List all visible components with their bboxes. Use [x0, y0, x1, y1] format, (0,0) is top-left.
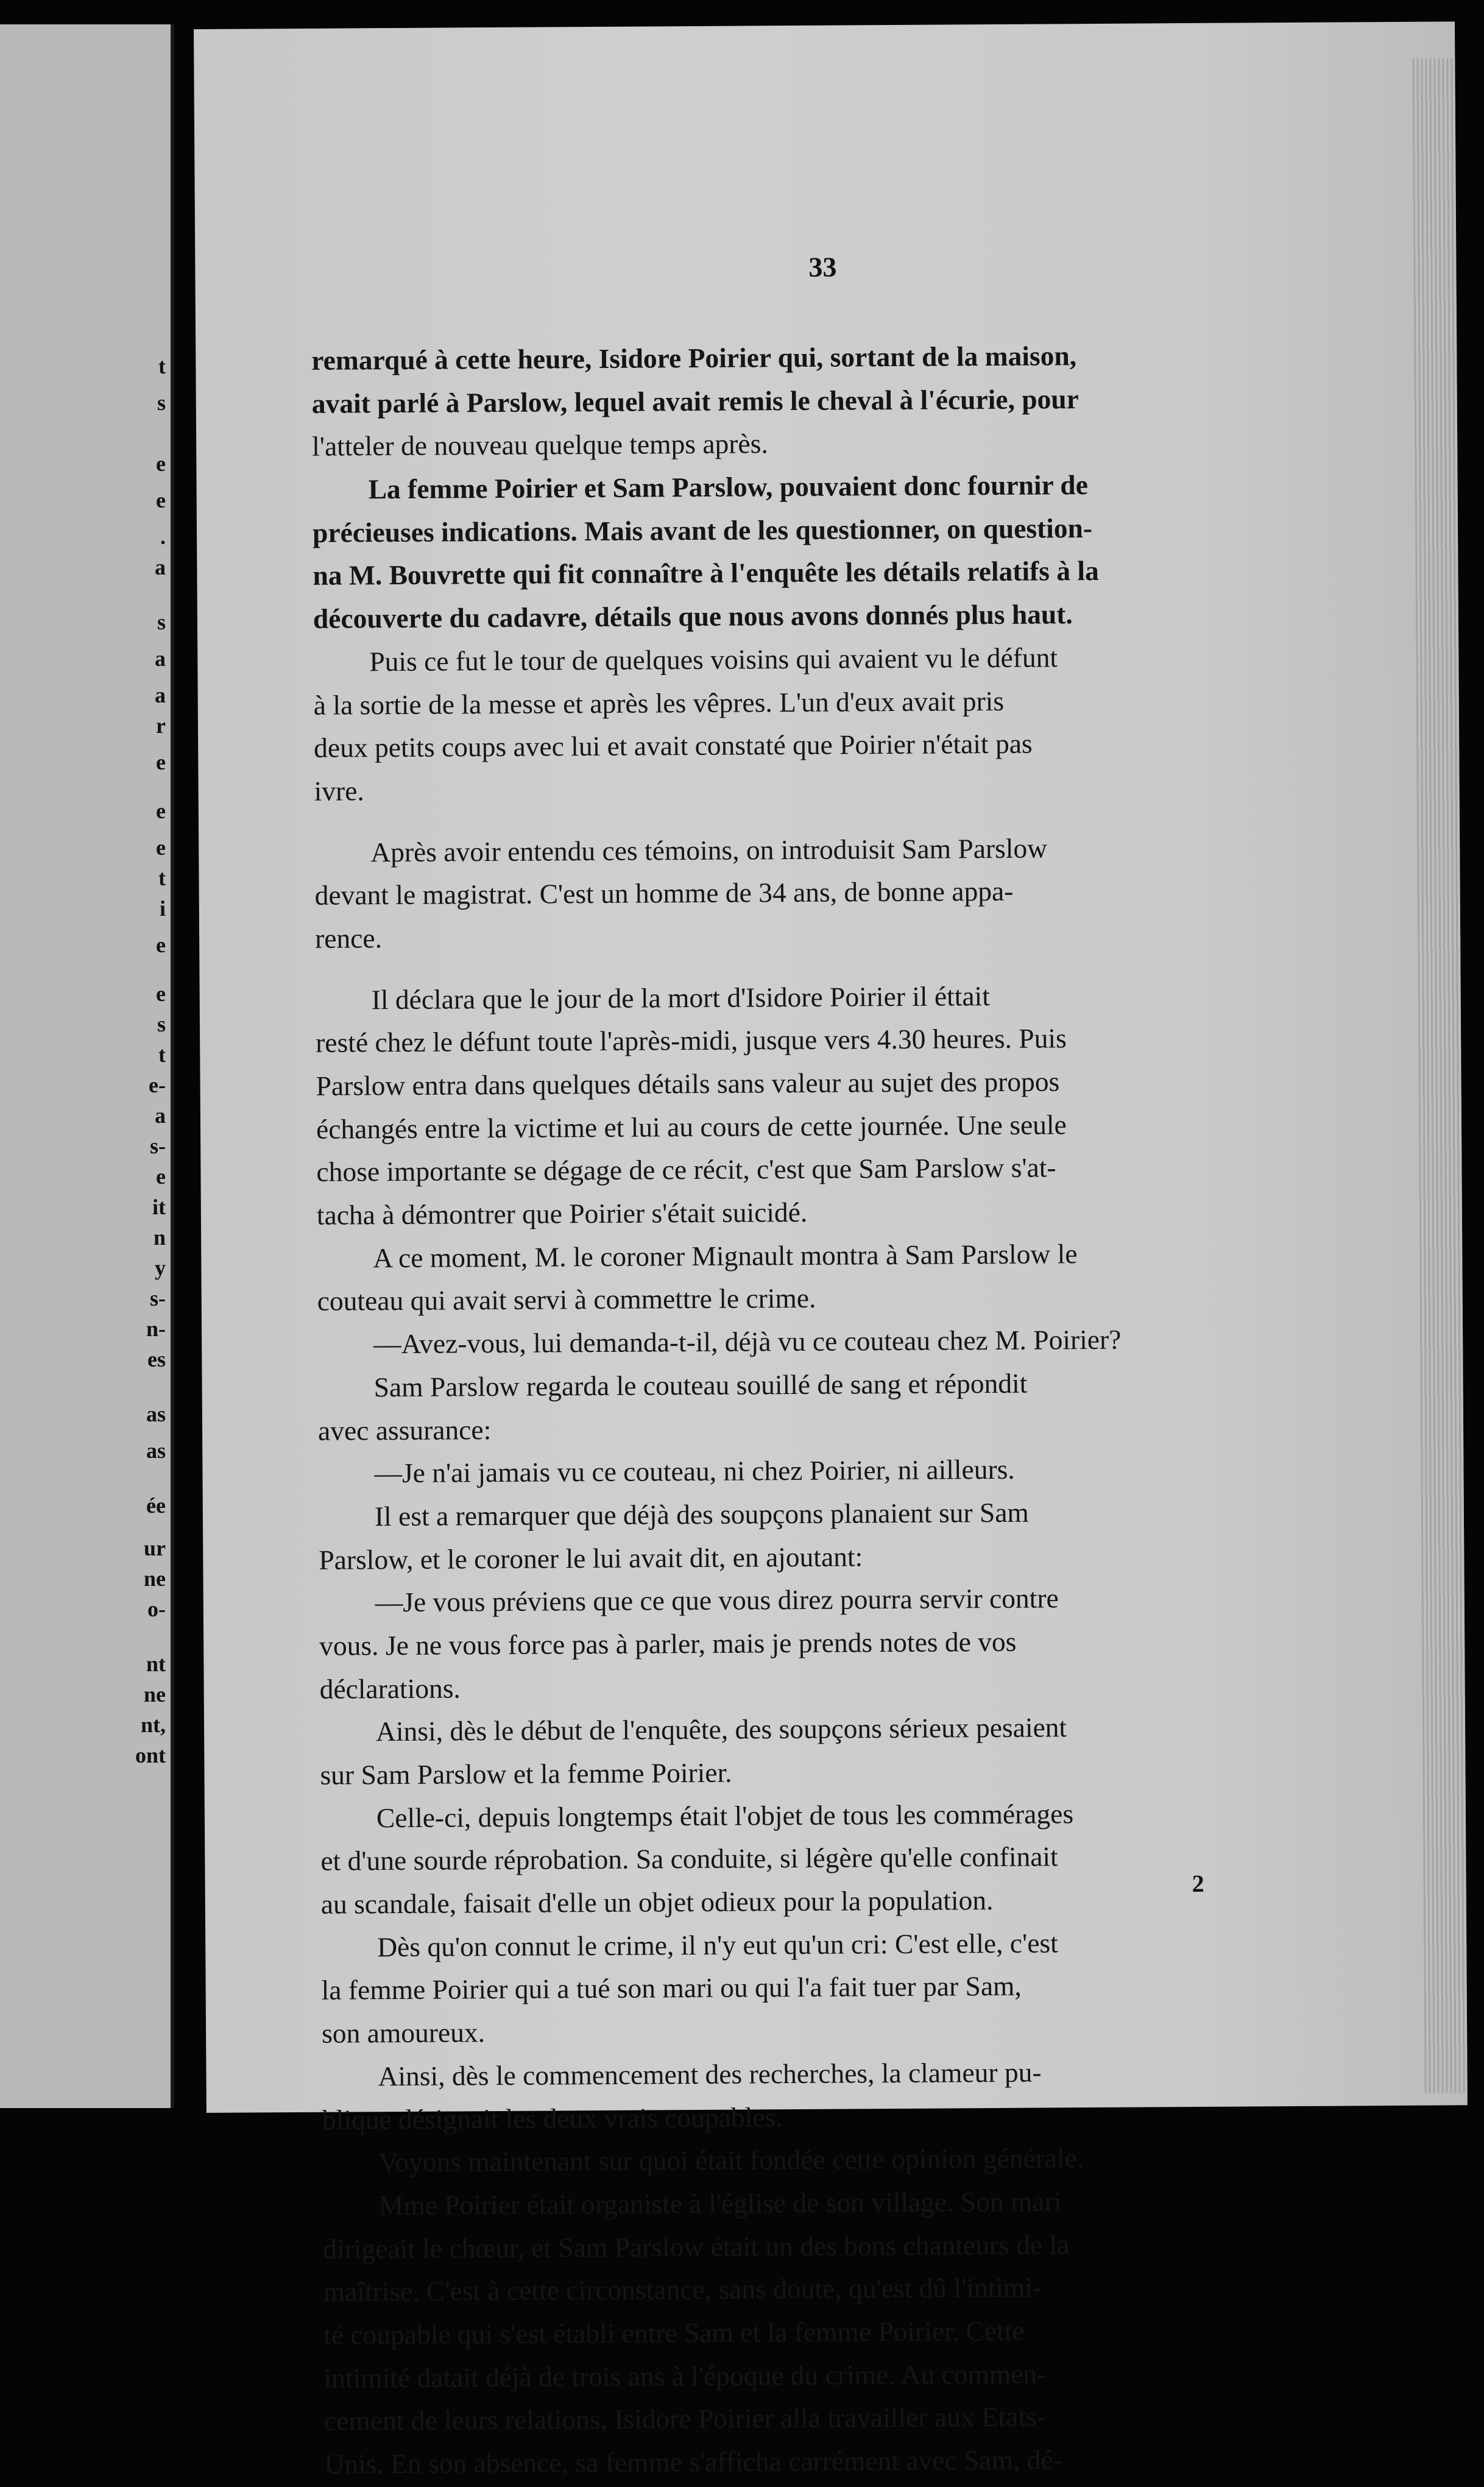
- text-line: Il déclara que le jour de la mort d'Isidore Poirier il éttait: [371, 980, 991, 1015]
- fragment: e: [156, 451, 166, 476]
- fragment: e: [156, 933, 166, 957]
- fragment: e: [156, 799, 166, 823]
- text-line: avait parlé à Parslow, lequel avait remis le cheval à l'écurie, pour: [311, 383, 1079, 419]
- fragment: ont: [135, 1743, 166, 1767]
- text-line: Après avoir entendu ces témoins, on introduisit Sam Parslow: [370, 832, 1048, 868]
- text-line: avec assurance:: [317, 1413, 492, 1446]
- fragment: .: [160, 525, 166, 549]
- text-line: devant le magistrat. C'est un homme de 34 ans, de bonne appa-: [314, 876, 1014, 911]
- text-line: Unis. En son absence, sa femme s'afficha carrément avec Sam, dé-: [324, 2444, 1062, 2480]
- fragment: a: [155, 646, 166, 671]
- text-line: Ainsi, dès le début de l'enquête, des soupçons sérieux pesaient: [375, 1711, 1067, 1747]
- fragment: as: [146, 1438, 166, 1463]
- text-line: l'atteler de nouveau quelque temps après.: [312, 428, 768, 462]
- fragment: as: [146, 1402, 166, 1426]
- text-line: ivre.: [314, 775, 364, 807]
- page-number: 33: [808, 251, 837, 283]
- text-line: rence.: [314, 922, 383, 954]
- text-line: Parslow, et le coroner le lui avait dit, en ajoutant:: [319, 1540, 863, 1576]
- fragment: a: [155, 1103, 166, 1128]
- fragment: nt,: [140, 1713, 166, 1737]
- fragment: e: [156, 488, 166, 512]
- fragment: n: [153, 1225, 166, 1250]
- fragment: nt: [146, 1652, 166, 1676]
- text-line: dirigeait le chœur, et Sam Parslow était un des bons chanteurs de la: [323, 2228, 1070, 2265]
- fragment: e: [156, 750, 166, 774]
- text-line: blique désignait les deux vrais coupables.: [322, 2101, 783, 2135]
- fragment: r: [156, 713, 166, 738]
- fragment: e: [156, 982, 166, 1006]
- text-line: Il est a remarquer que déjà des soupçons planaient sur Sam: [374, 1496, 1030, 1532]
- fragment: s-: [150, 1286, 166, 1311]
- text-line: Ainsi, dès le commencement des recherches, la clameur pu-: [378, 2056, 1042, 2092]
- text-line: Parslow entra dans quelques détails sans valeur au sujet des propos: [316, 1066, 1060, 1102]
- text-line: et d'une sourde réprobation. Sa conduite, si légère qu'elle confinait: [320, 1841, 1058, 1877]
- fragment: s-: [150, 1134, 166, 1158]
- text-line: à la sortie de la messe et après les vêpres. L'un d'eux avait pris: [313, 685, 1005, 721]
- text-line: Celle-ci, depuis longtemps était l'objet de tous les commérages: [376, 1797, 1074, 1833]
- fragment: t: [158, 354, 166, 378]
- text-line: vous. Je ne vous force pas à parler, mais je prends notes de vos: [319, 1626, 1017, 1661]
- text-line: découverte du cadavre, détails que nous avons donnés plus haut.: [313, 598, 1073, 634]
- text-line: déclarations.: [319, 1672, 461, 1705]
- fragment: es: [147, 1347, 166, 1371]
- fragment: a: [155, 683, 166, 707]
- fragment: e-: [149, 1073, 166, 1097]
- fragment: s: [157, 391, 166, 415]
- fragment: ur: [144, 1536, 166, 1560]
- text-line: maîtrise. C'est à cette circonstance, sans doute, qu'est dû l'intimi-: [323, 2271, 1042, 2308]
- text-line: Dès qu'on connut le crime, il n'y eut qu'un cri: C'est elle, c'est: [377, 1927, 1058, 1962]
- body-text: [311, 333, 1262, 2486]
- text-line: précieuses indications. Mais avant de les questionner, on question-: [312, 512, 1093, 548]
- text-line: intimité datait déjà de trois ans à l'époque du crime. Au commen-: [323, 2358, 1047, 2394]
- fragment: ne: [144, 1682, 166, 1707]
- text-line: té coupable qui s'est établi entre Sam et la femme Poirier. Cette: [323, 2315, 1025, 2351]
- text-line: Sam Parslow regarda le couteau souillé de sang et répondit: [373, 1367, 1028, 1403]
- fragment: t: [158, 1042, 166, 1067]
- text-line: tacha à démontrer que Poirier s'était suicidé.: [316, 1196, 808, 1231]
- fragment: y: [155, 1256, 166, 1280]
- text-line: échangés entre la victime et lui au cours de cette journée. Une seule: [316, 1108, 1067, 1145]
- previous-page-edge: [0, 24, 174, 2108]
- fragment: ne: [144, 1566, 166, 1591]
- fragment: s: [157, 1012, 166, 1036]
- fragment: ée: [146, 1493, 166, 1518]
- fragment: t: [158, 866, 166, 890]
- page-stack-edge: [1412, 58, 1467, 2093]
- fragment: o-: [147, 1597, 166, 1621]
- text-line: cement de leurs relations, Isidore Poirier alla travailler aux Etats-: [323, 2400, 1047, 2437]
- text-line: A ce moment, M. le coroner Mignault montra à Sam Parslow le: [373, 1237, 1078, 1273]
- text-line: couteau qui avait servi à commettre le crime.: [317, 1282, 816, 1317]
- text-line: —Je n'ai jamais vu ce couteau, ni chez Poirier, ni ailleurs.: [374, 1453, 1015, 1489]
- text-line: La femme Poirier et Sam Parslow, pouvaient donc fournir de: [368, 469, 1088, 505]
- fragment: s: [157, 610, 166, 634]
- text-line: Mme Poirier était organiste à l'église de son village. Son mari: [378, 2185, 1062, 2221]
- signature-mark: 2: [1192, 1869, 1204, 1898]
- fragment: n-: [146, 1317, 166, 1341]
- fragment: i: [159, 896, 166, 921]
- text-line: deux petits coups avec lui et avait constaté que Poirier n'était pas: [314, 727, 1033, 764]
- text-line: resté chez le défunt toute l'après-midi, jusque vers 4.30 heures. Puis: [316, 1022, 1067, 1059]
- text-line: son amoureux.: [321, 2017, 486, 2049]
- fragment: e: [156, 835, 166, 860]
- text-line: —Je vous préviens que ce que vous direz pourra servir contre: [375, 1582, 1059, 1618]
- fragment: it: [152, 1195, 166, 1219]
- fragment: e: [156, 1164, 166, 1189]
- text-line: la femme Poirier qui a tué son mari ou qui l'a fait tuer par Sam,: [321, 1970, 1022, 2006]
- text-line: sur Sam Parslow et la femme Poirier.: [320, 1756, 732, 1791]
- text-line: au scandale, faisait d'elle un objet odieux pour la population.: [320, 1884, 994, 1920]
- text-line: Voyons maintenant sur quoi était fondée cette opinion générale.: [378, 2142, 1084, 2178]
- text-line: remarqué à cette heure, Isidore Poirier qui, sortant de la maison,: [311, 340, 1077, 376]
- text-line: na M. Bouvrette qui fit connaître à l'enquête les détails relatifs à la: [313, 555, 1099, 592]
- text-line: Puis ce fut le tour de quelques voisins qui avaient vu le défunt: [369, 642, 1058, 677]
- text-line: —Avez-vous, lui demanda-t-il, déjà vu ce couteau chez M. Poirier?: [373, 1323, 1122, 1360]
- text-line: chose importante se dégage de ce récit, c'est que Sam Parslow s'at-: [316, 1152, 1056, 1188]
- book-page: [194, 21, 1468, 2480]
- fragment: a: [155, 555, 166, 579]
